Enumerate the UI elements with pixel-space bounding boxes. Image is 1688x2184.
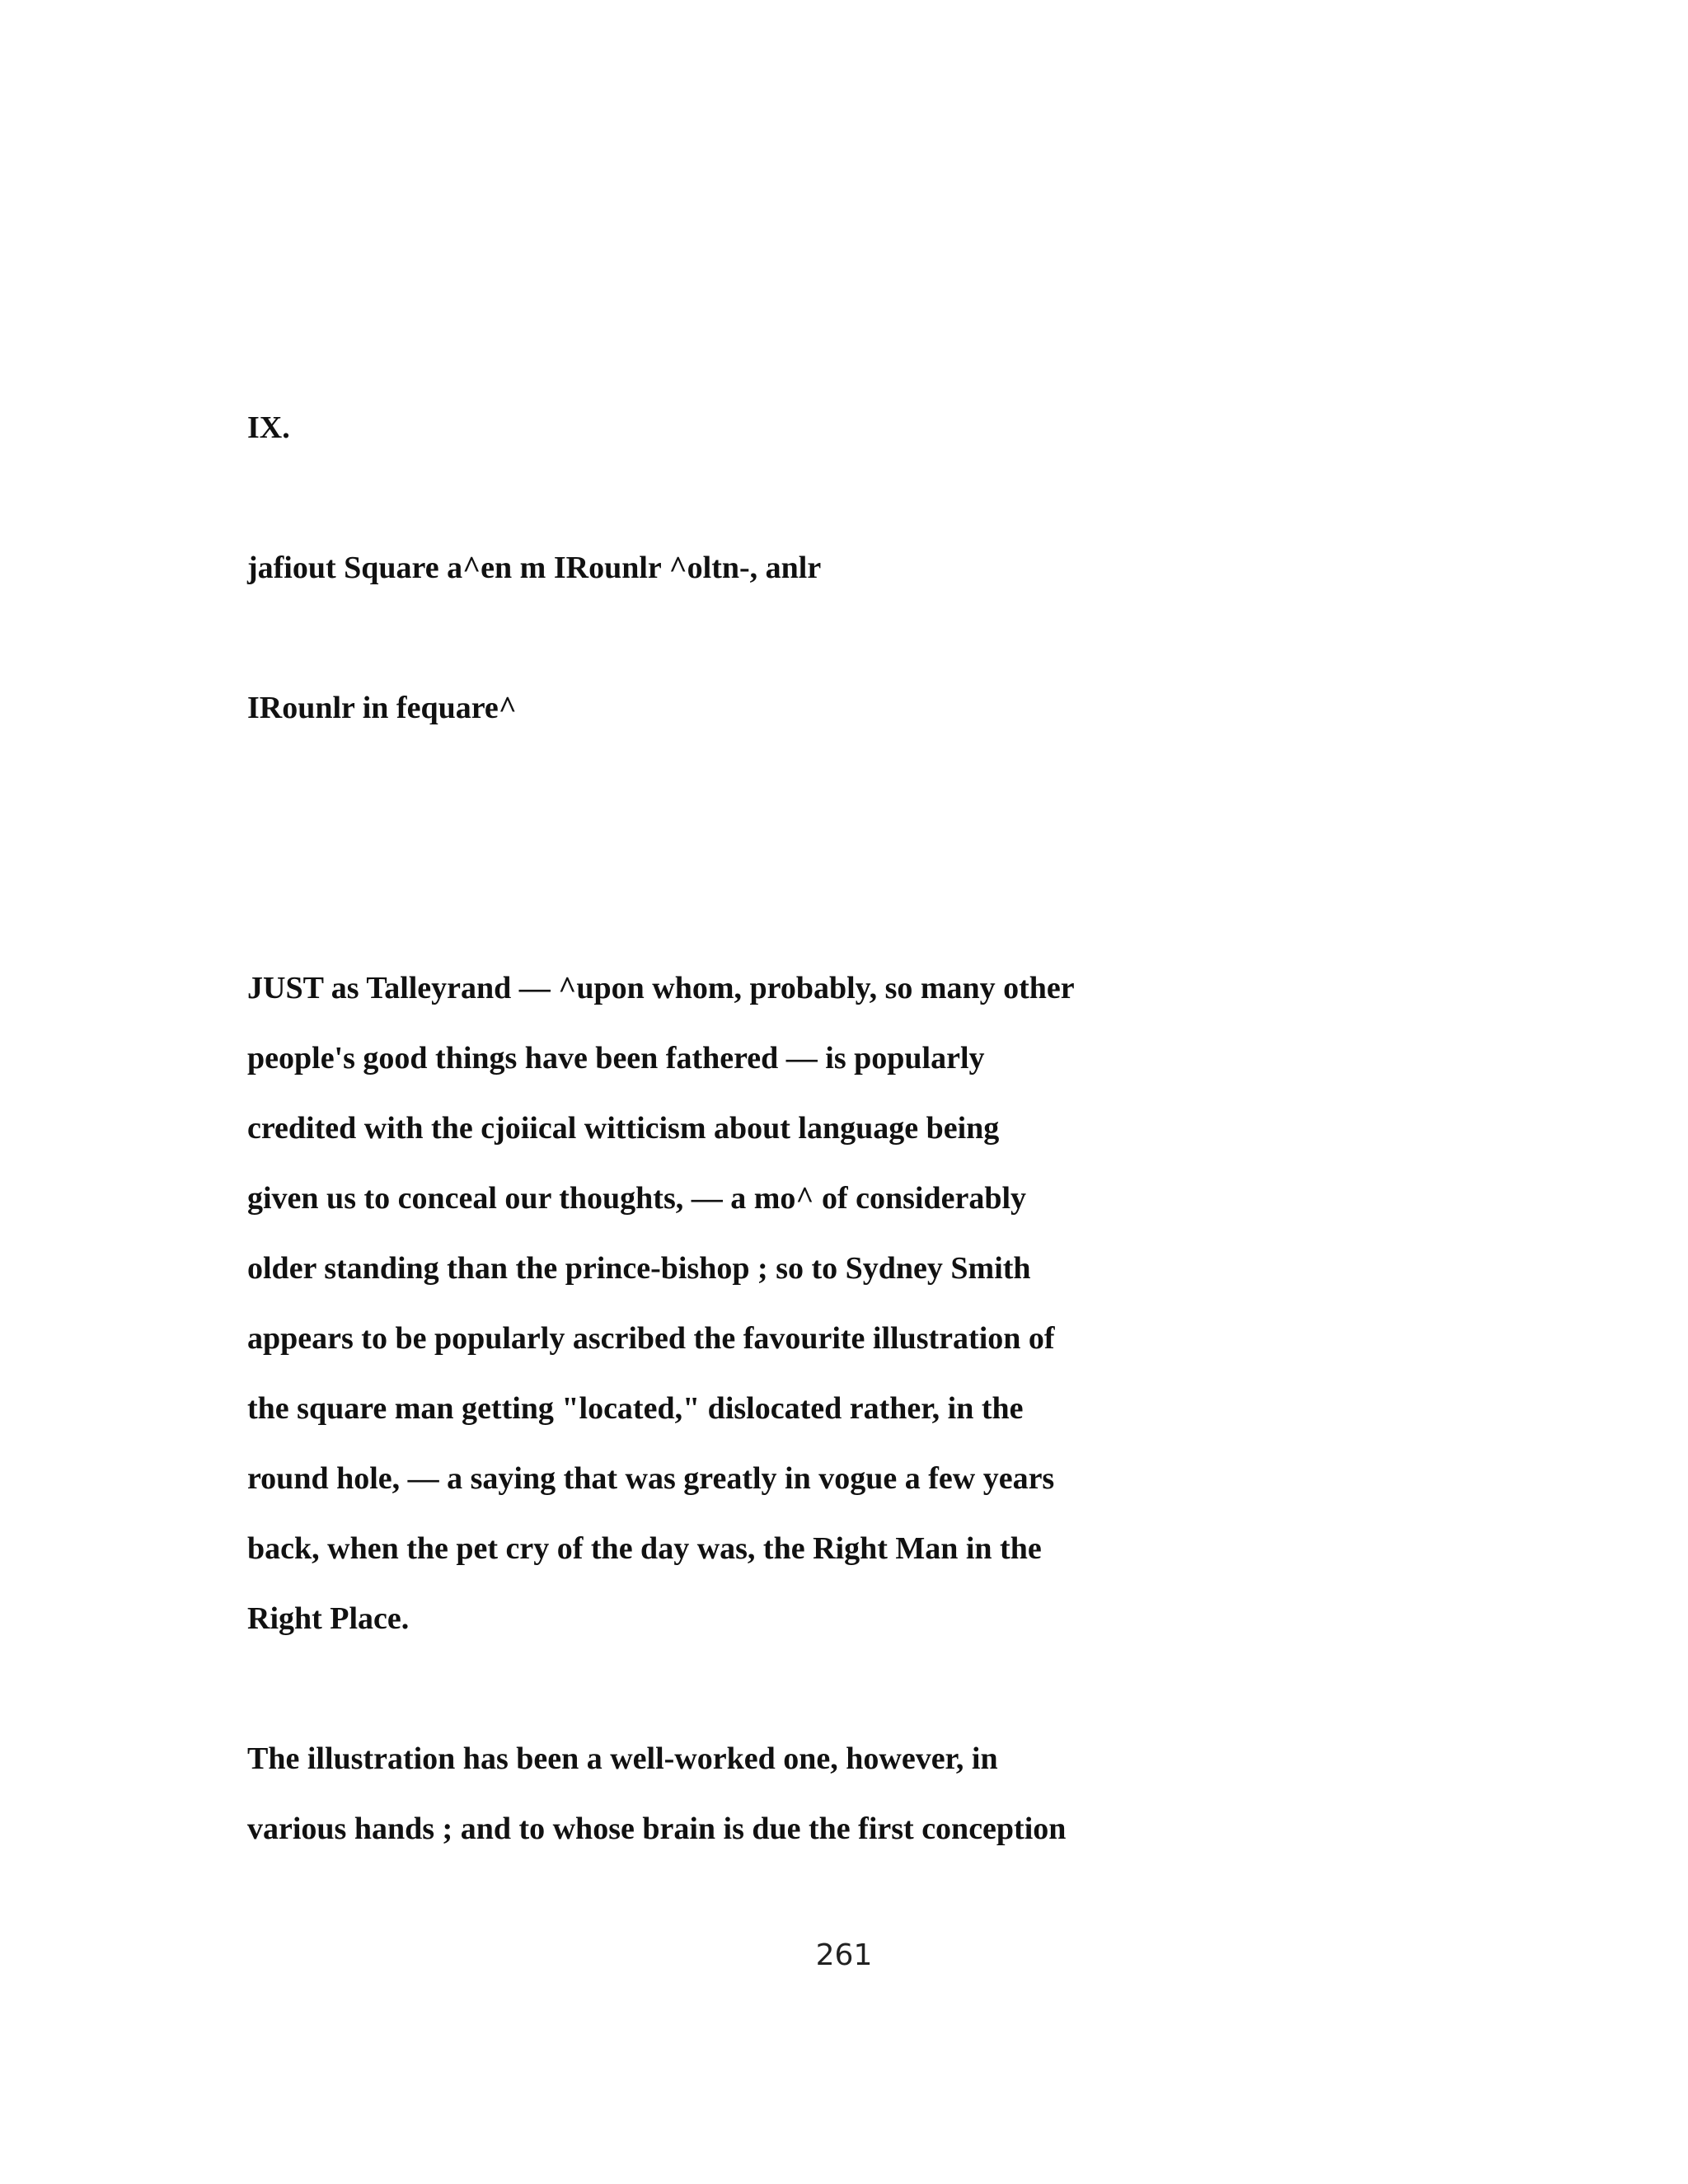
paragraph-line: credited with the cjoiical witticism about language being bbox=[247, 1111, 1000, 1146]
chapter-title-line-2: IRounlr in fequare^ bbox=[247, 691, 517, 725]
chapter-number: IX. bbox=[247, 410, 290, 445]
paragraph-line: round hole, — a saying that was greatly in vogue a few years bbox=[247, 1461, 1055, 1496]
paragraph-line: older standing than the prince-bishop ; so to Sydney Smith bbox=[247, 1251, 1031, 1286]
paragraph-line: Right Place. bbox=[247, 1601, 410, 1636]
paragraph-line: people's good things have been fathered — is popularly bbox=[247, 1041, 985, 1076]
paragraph-line: the square man getting "located," dislocated rather, in the bbox=[247, 1391, 1024, 1426]
chapter-title-line-1: jafiout Square a^en m IRounlr ^oltn-, anlr bbox=[247, 551, 822, 585]
paragraph-line: various hands ; and to whose brain is due the first conception bbox=[247, 1811, 1067, 1846]
paragraph-line: given us to conceal our thoughts, — a mo^ of considerably bbox=[247, 1181, 1027, 1216]
paragraph-line: appears to be popularly ascribed the favourite illustration of bbox=[247, 1321, 1055, 1356]
paragraph-line: back, when the pet cry of the day was, the Right Man in the bbox=[247, 1531, 1042, 1566]
paragraph-line: The illustration has been a well-worked one, however, in bbox=[247, 1741, 998, 1776]
paragraph-line: JUST as Talleyrand — ^upon whom, probably, so many other bbox=[247, 971, 1075, 1005]
page-number: 261 bbox=[815, 1938, 873, 1972]
